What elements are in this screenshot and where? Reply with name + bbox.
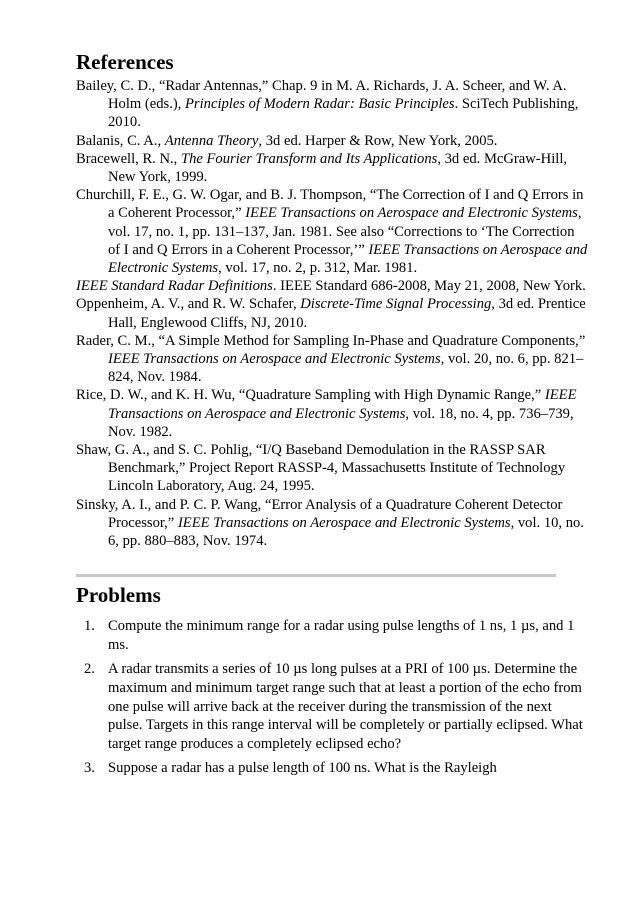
problem-number: 3. <box>84 760 95 777</box>
reference-item: Bracewell, R. N., The Fourier Transform and Its Applications, 3d ed. McGraw-Hill, New York, 1999. <box>76 150 568 186</box>
problems-list <box>76 617 588 778</box>
reference-item: Sinsky, A. I., and P. C. P. Wang, “Error Analysis of a Quadrature Coherent Detector Processor,” IEEE Transactions on Aerospace and Electronic Systems, vol. 10, no. 6, pp. 880–883, Nov. 1974. <box>76 496 584 550</box>
reference-item: IEEE Standard Radar Definitions. IEEE Standard 686-2008, May 21, 2008, New York. <box>76 278 586 295</box>
reference-item: Balanis, C. A., Antenna Theory, 3d ed. Harper & Row, New York, 2005. <box>76 132 498 149</box>
reference-item: Shaw, G. A., and S. C. Pohlig, “I/Q Baseband Demodulation in the RASSP SAR Benchmark,” Project Report RASSP-4, Massachusetts Institute of Technology Lincoln Laboratory, Aug. 24, 1995. <box>76 442 566 495</box>
references-list <box>76 77 588 550</box>
problem-text: Suppose a radar has a pulse length of 100 ns. What is the Rayleigh <box>108 760 497 777</box>
problem-number: 2. <box>84 661 95 678</box>
problem-text: A radar transmits a series of 10 µs long pulses at a PRI of 100 µs. Determine the maximum and minimum target range such that at least a portion of the echo from one pulse will arrive back at the receiver during the transmission of the next pulse. Targets in this range interval will be completely or partially eclipsed. What target range produces a completely eclipsed echo? <box>108 661 583 752</box>
page-content <box>76 50 588 784</box>
section-divider <box>76 574 556 577</box>
reference-item: Rader, C. M., “A Simple Method for Sampling In-Phase and Quadrature Components,” IEEE Transactions on Aerospace and Electronic Systems, vol. 20, no. 6, pp. 821–824, Nov. 1984. <box>76 332 586 386</box>
problem-item <box>76 759 588 778</box>
problem-text: Compute the minimum range for a radar using pulse lengths of 1 ns, 1 µs, and 1 ms. <box>108 618 575 653</box>
reference-item: Bailey, C. D., “Radar Antennas,” Chap. 9 in M. A. Richards, J. A. Scheer, and W. A. Holm (eds.), Principles of Modern Radar: Basic Principles. SciTech Publishing, 2010. <box>76 78 579 131</box>
problems-heading: Problems <box>76 583 161 608</box>
problem-item <box>76 617 588 654</box>
reference-item: Churchill, F. E., G. W. Ogar, and B. J. Thompson, “The Correction of I and Q Errors in a Coherent Processor,” IEEE Transactions on Aerospace and Electronic Systems, vol. 17, no. 1, pp. 131–137, Jan. 1981. See also “Corrections to ‘The Correction of I and Q Errors in a Coherent Processor,’” IEEE Transactions on Aerospace and Electronic Systems, vol. 17, no. 2, p. 312, Mar. 1981. <box>76 187 588 277</box>
problem-number: 1. <box>84 618 95 635</box>
reference-item: Rice, D. W., and K. H. Wu, “Quadrature Sampling with High Dynamic Range,” IEEE Transactions on Aerospace and Electronic Systems, vol. 18, no. 4, pp. 736–739, Nov. 1982. <box>76 387 577 440</box>
references-heading: References <box>76 50 174 74</box>
reference-item: Oppenheim, A. V., and R. W. Schafer, Discrete-Time Signal Processing, 3d ed. Prentice Hall, Englewood Cliffs, NJ, 2010. <box>76 296 586 331</box>
problem-item <box>76 660 588 753</box>
